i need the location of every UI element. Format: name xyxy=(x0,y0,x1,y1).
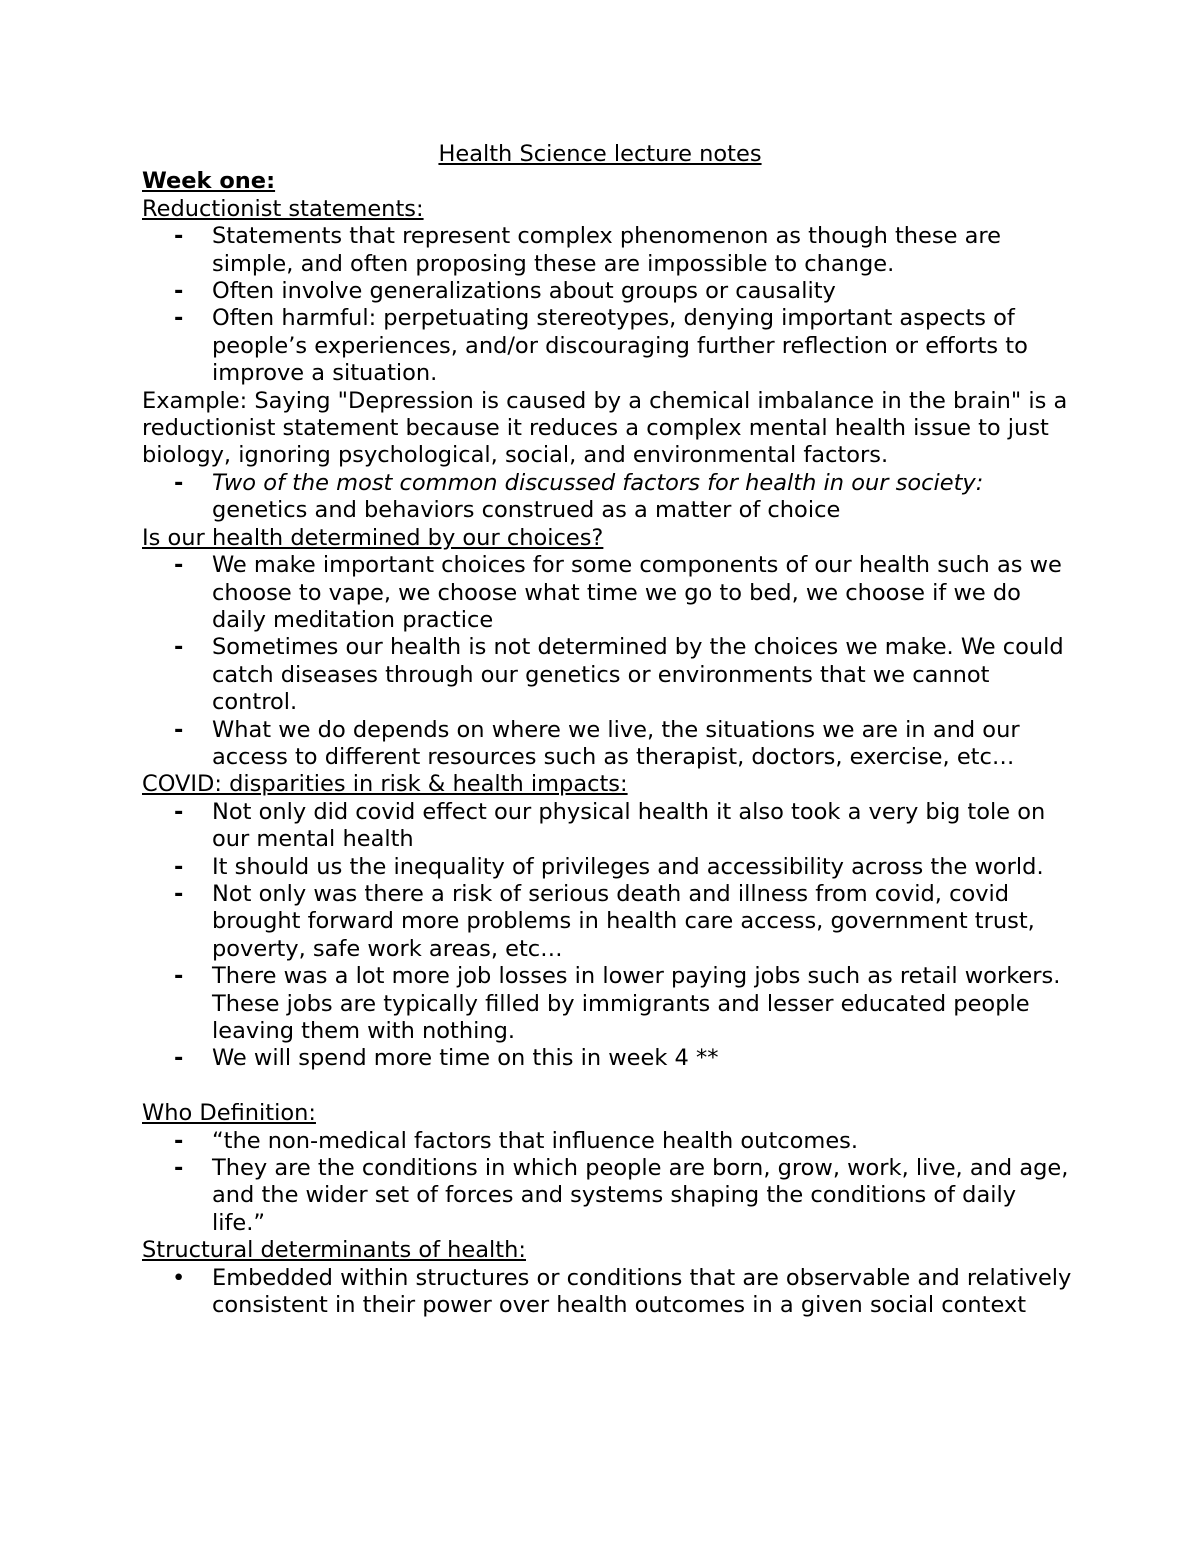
list-item-text: Embedded within structures or conditions that are observable and relatively consistent in their power over health outcomes in a given social context xyxy=(212,1264,1072,1319)
list-item xyxy=(142,1155,1072,1237)
list-item-text: Often harmful: perpetuating stereotypes, denying important aspects of people’s experiences, and/or discouraging further reflection or efforts to improve a situation. xyxy=(212,305,1028,387)
list-item-text: They are the conditions in which people are born, grow, work, live, and age, and the wider set of forces and systems shaping the conditions of daily life.” xyxy=(212,1155,1069,1236)
list-item xyxy=(142,799,1072,854)
list-item-text: Statements that represent complex phenomenon as though these are simple, and often proposing these are impossible to change. xyxy=(212,223,1002,277)
document-body xyxy=(142,141,1072,1319)
list-item xyxy=(142,963,1072,1045)
dash-bullet: - xyxy=(174,1127,184,1154)
section-heading-reductionist: Reductionist statements: xyxy=(142,195,424,222)
blank-line xyxy=(142,1073,1072,1100)
dash-bullet: - xyxy=(174,1155,184,1182)
list-item-text: Sometimes our health is not determined by the choices we make. We could catch diseases through our genetics or environments that we cannot control. xyxy=(212,634,1064,716)
list-item xyxy=(142,1128,1072,1155)
dash-bullet: - xyxy=(174,716,184,743)
section-heading-covid: COVID: disparities in risk & health impacts: xyxy=(142,771,628,798)
section-heading-choices: Is our health determined by our choices? xyxy=(142,524,604,551)
dash-bullet: - xyxy=(174,798,184,825)
list-item-text: We will spend more time on this in week 4 ** xyxy=(212,1045,719,1072)
dash-bullet: - xyxy=(174,305,184,332)
list-item xyxy=(142,881,1072,963)
list-item xyxy=(142,1265,1072,1320)
list-item-text: Not only was there a risk of serious death and illness from covid, covid brought forward more problems in health care access, government trust, poverty, safe work areas, etc… xyxy=(212,880,1035,962)
list-item xyxy=(142,223,1072,278)
list-item-text: There was a lot more job losses in lower paying jobs such as retail workers. These jobs are typically filled by immigrants and lesser educated people leaving them with nothing. xyxy=(212,963,1061,1044)
list-item-text: Not only did covid effect our physical health it also took a very big tole on our mental health xyxy=(212,798,1046,853)
example-paragraph xyxy=(142,388,1072,470)
list-item xyxy=(142,634,1072,716)
list-item xyxy=(142,278,1072,305)
page-title: Health Science lecture notes xyxy=(438,141,762,167)
week-heading: Week one: xyxy=(142,168,276,195)
list-item-text: What we do depends on where we live, the situations we are in and our access to different resources such as therapist, doctors, exercise, etc… xyxy=(212,716,1020,770)
dash-bullet: - xyxy=(174,634,184,661)
list-item-text: We make important choices for some components of our health such as we choose to vape, we choose what time we go to bed, we choose if we do daily meditation practice xyxy=(212,552,1062,633)
list-item-continuation: genetics and behaviors construed as a matter of choice xyxy=(212,497,841,524)
dash-bullet: - xyxy=(174,853,184,880)
list-item xyxy=(142,552,1072,634)
list-item xyxy=(142,854,1072,881)
section-heading-structural: Structural determinants of health: xyxy=(142,1237,526,1264)
dash-bullet: - xyxy=(174,880,184,907)
dash-bullet: - xyxy=(174,552,184,579)
list-item-text: Often involve generalizations about groups or causality xyxy=(212,278,836,305)
list-item xyxy=(142,717,1072,772)
list-item xyxy=(142,470,1072,525)
list-item xyxy=(142,1045,1072,1072)
section-heading-who-definition: Who Definition: xyxy=(142,1100,316,1127)
dash-bullet: - xyxy=(174,963,184,990)
list-item xyxy=(142,305,1072,387)
list-item-text xyxy=(212,470,1072,525)
italic-lead-text: Two of the most common discussed factors for health in our society: xyxy=(212,469,984,496)
list-item-text: “the non-medical factors that influence health outcomes. xyxy=(212,1127,859,1154)
dash-bullet: - xyxy=(174,469,184,496)
dash-bullet: - xyxy=(174,1045,184,1072)
example-text: Example: Saying "Depression is caused by a chemical imbalance in the brain" is a reductionist statement because it reduces a complex mental health issue to just biology, ignoring psychological, social, and environmental factors. xyxy=(142,387,1068,469)
dash-bullet: - xyxy=(174,278,184,305)
dot-bullet: • xyxy=(172,1264,186,1291)
dash-bullet: - xyxy=(174,223,184,250)
list-item-text: It should us the inequality of privileges and accessibility across the world. xyxy=(212,853,1044,880)
